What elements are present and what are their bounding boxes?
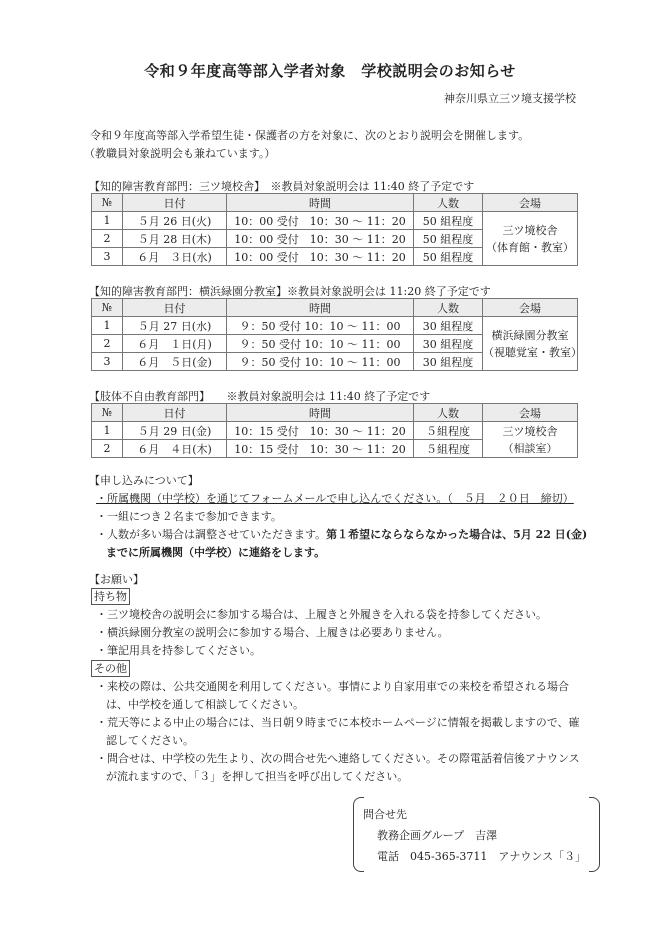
row-time: 10：15 受付 10：30 ～ 11：20 (227, 440, 414, 458)
request-item: ・三ツ境校舎の説明会に参加する場合は、上履きと外履きを入れる袋を持参してください。 (96, 608, 547, 621)
column-header: 会場 (483, 404, 578, 422)
column-header: 日付 (123, 404, 227, 422)
row-date: ６月 ４日(木) (123, 440, 227, 458)
schedule-table (91, 403, 578, 458)
requests-heading: 【お願い】 (89, 573, 144, 586)
row-date: ５月 29 日(金) (123, 422, 227, 440)
row-time: ９：50 受付 10：10 ～ 11：00 (227, 335, 414, 353)
row-number: 1 (92, 212, 123, 230)
row-capacity: 30 組程度 (414, 335, 483, 353)
row-date: ６月 ５日(金) (123, 353, 227, 371)
other-item: は、中学校を通して相談してください。 (106, 698, 304, 711)
row-date: ５月 28 日(木) (123, 230, 227, 248)
row-time: 10：00 受付 10：30 ～ 11：20 (227, 230, 414, 248)
row-time: 10：00 受付 10：30 ～ 11：20 (227, 212, 414, 230)
column-header: 時間 (227, 404, 414, 422)
contact-heading: 問合せ先 (363, 808, 407, 821)
row-date: ６月 １日(月) (123, 335, 227, 353)
application-heading: 【申し込みについて】 (89, 474, 199, 487)
header-row (92, 404, 578, 422)
row-date: ５月 27 日(水) (123, 317, 227, 335)
application-line: ・人数が多い場合は調整させていただきます。 (96, 528, 327, 541)
other-item: ・問合せは、中学校の先生より、次の問合せ先へ連絡してください。その際電話着信後アナウンス (96, 752, 580, 765)
row-number: 3 (92, 353, 123, 371)
row-number: 1 (92, 422, 123, 440)
request-item: ・筆記用具を持参してください。 (96, 644, 261, 657)
row-capacity: ５組程度 (414, 422, 483, 440)
column-header: № (92, 194, 123, 212)
school-name: 神奈川県立三ツ境支援学校 (444, 92, 576, 105)
column-header: № (92, 299, 123, 317)
row-time: ９：50 受付 10：10 ～ 11：00 (227, 353, 414, 371)
row-time: 10：00 受付 10：30 ～ 11：20 (227, 248, 414, 266)
column-header: 会場 (483, 299, 578, 317)
header-row (92, 299, 578, 317)
row-capacity: 50 組程度 (414, 230, 483, 248)
venue-cell (483, 212, 578, 266)
items-label: 持ち物 (91, 588, 130, 605)
column-header: 時間 (227, 194, 414, 212)
contact-phone: 電話 045-365-3711 アナウンス「３」 (377, 850, 587, 863)
row-number: 2 (92, 230, 123, 248)
row-capacity: 50 組程度 (414, 212, 483, 230)
column-header: 日付 (123, 299, 227, 317)
schedule-table (91, 193, 578, 266)
row-number: 3 (92, 248, 123, 266)
session-label: 【知的障害教育部門：三ツ境校舎】 ※教員対象説明会は 11:40 終了予定です (89, 180, 475, 193)
session-label: 【知的障害教育部門：横浜緑園分教室】※教員対象説明会は 11:20 終了予定です (89, 285, 491, 298)
venue-line: （相談室） (502, 441, 558, 455)
application-notice: 第１希望にならならなかった場合は、5月 22 日(金) (326, 528, 588, 541)
schedule-table (91, 298, 582, 371)
row-date: ５月 26 日(火) (123, 212, 227, 230)
other-label: その他 (91, 660, 130, 677)
intro-line: 令和９年度高等部入学希望生徒・保護者の方を対象に、次のとおり説明会を開催します。 (90, 129, 530, 142)
request-item: ・横浜緑園分教室の説明会に参加する場合、上履きは必要ありません。 (96, 626, 449, 639)
column-header: 会場 (483, 194, 578, 212)
column-header: № (92, 404, 123, 422)
row-number: 2 (92, 335, 123, 353)
row-time: 10：15 受付 10：30 ～ 11：20 (227, 422, 414, 440)
column-header: 日付 (123, 194, 227, 212)
row-number: 2 (92, 440, 123, 458)
other-item: が流れますので、「３」を押して担当を呼び出してください。 (106, 770, 409, 783)
application-line: ・一組につき２名まで参加できます。 (96, 510, 282, 523)
right-bracket (589, 797, 600, 872)
venue-line: 三ツ境校舎 (502, 223, 558, 237)
row-time: ９：50 受付 10：10 ～ 11：00 (227, 317, 414, 335)
other-item: ・荒天等による中止の場合には、当日朝９時までに本校ホームページに情報を掲載しますので、確 (96, 716, 580, 729)
session-label: 【肢体不自由教育部門】 ※教員対象説明会は 11:40 終了予定です (89, 390, 431, 403)
column-header: 時間 (227, 299, 414, 317)
table-row (92, 212, 578, 230)
row-number: 1 (92, 317, 123, 335)
application-notice: までに所属機関（中学校）に連絡をします。 (106, 546, 326, 559)
column-header: 人数 (414, 299, 483, 317)
row-capacity: 50 組程度 (414, 248, 483, 266)
venue-line: 三ツ境校舎 (502, 424, 558, 438)
venue-line: （視聴覚室・教室） (483, 345, 582, 359)
contact-group: 教務企画グループ 吉澤 (377, 829, 498, 842)
row-date: ６月 ３日(水) (123, 248, 227, 266)
column-header: 人数 (414, 194, 483, 212)
row-capacity: ５組程度 (414, 440, 483, 458)
intro-line: （教職員対象説明会も兼ねています。） (84, 147, 276, 160)
row-capacity: 30 組程度 (414, 317, 483, 335)
venue-line: （体育館・教室） (486, 240, 574, 254)
header-row (92, 194, 578, 212)
page-title: 令和９年度高等部入学者対象 学校説明会のお知らせ (144, 62, 516, 80)
other-item: ・来校の際は、公共交通関を利用してください。事情により自家用車での来校を希望される場合 (96, 680, 569, 693)
other-item: 認してください。 (106, 734, 194, 747)
venue-cell (483, 317, 582, 371)
table-row (92, 422, 578, 440)
application-line: ・所属機関（中学校）を通じてフォームメールで申し込んでください。（ ５月 ２０日 締切） (96, 492, 574, 505)
venue-line: 横浜緑園分教室 (491, 328, 569, 342)
venue-cell (483, 422, 578, 458)
contact-box (353, 797, 600, 870)
column-header: 人数 (414, 404, 483, 422)
row-capacity: 30 組程度 (414, 353, 483, 371)
table-row (92, 317, 578, 335)
